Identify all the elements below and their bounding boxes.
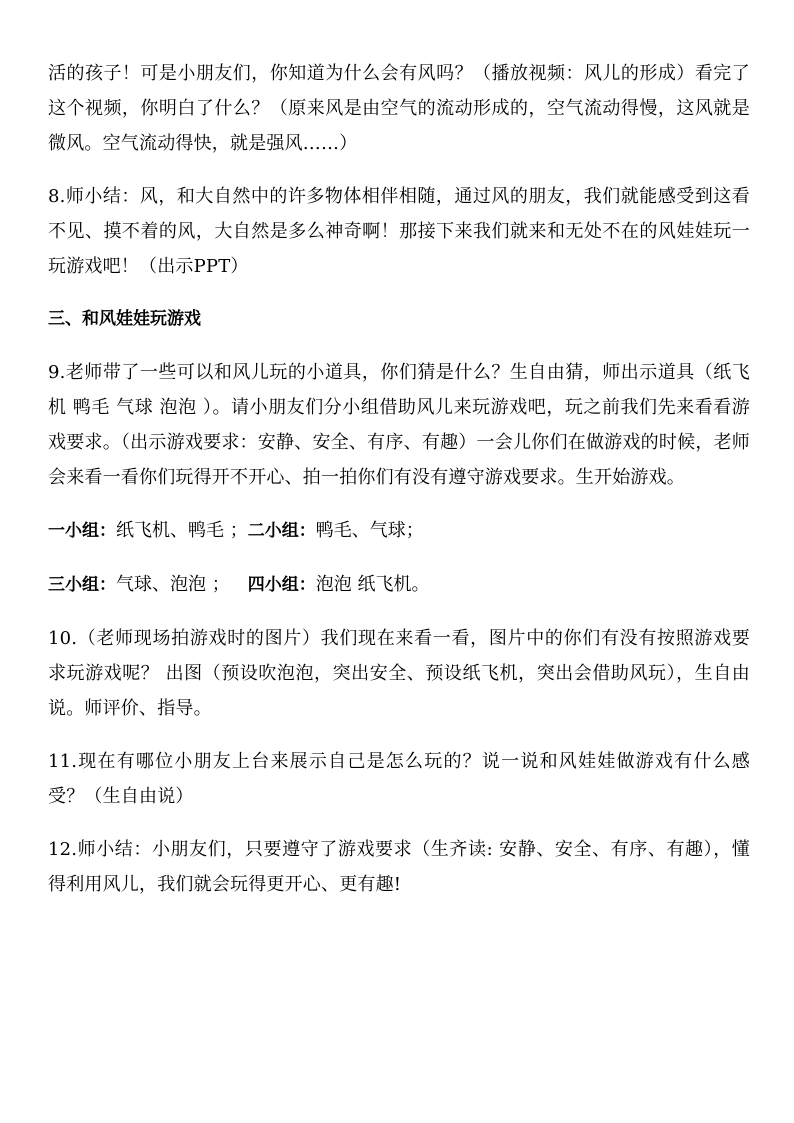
group-line-1 (48, 513, 750, 549)
group-2-label: 二小组： (247, 521, 316, 541)
paragraph-8: 8.师小结：风，和大自然中的许多物体相伴相随，通过风的朋友，我们就能感受到这看不见、摸不着的风，大自然是多么神奇啊！那接下来我们就来和无处不在的风娃娃玩一玩游戏吧！（出示PPT） (48, 186, 750, 277)
group-2-items: 鸭毛、气球； (315, 520, 424, 541)
group-3-items: 气球、泡泡 ； (116, 574, 230, 595)
group-3-label: 三小组： (48, 575, 116, 595)
paragraph-12: 12.师小结：小朋友们，只要遵守了游戏要求（生齐读: 安静、安全、有序、有趣），懂得利用风儿，我们就会玩得更开心、更有趣! (48, 839, 750, 895)
group-1-items: 纸飞机、鸭毛 ； (116, 520, 248, 541)
paragraph-intro: 活的孩子！可是小朋友们，你知道为什么会有风吗？（播放视频：风儿的形成）看完了这个视频，你明白了什么？（原来风是由空气的流动形成的，空气流动得慢，这风就是微风。空气流动得快，就是强风……） (48, 63, 750, 154)
paragraph-11: 11.现在有哪位小朋友上台来展示自己是怎么玩的？说一说和风娃娃做游戏有什么感受？（生自由说） (48, 751, 750, 807)
paragraph-10: 10.（老师现场拍游戏时的图片）我们现在来看一看，图片中的你们有没有按照游戏要求玩游戏呢？ 出图（预设吹泡泡，突出安全、预设纸飞机，突出会借助风玩），生自由说。师评价、指导。 (48, 628, 750, 719)
section-heading-3: 三、和风娃娃玩游戏 (48, 309, 201, 329)
group-4-label: 四小组： (247, 575, 316, 595)
group-line-2 (48, 567, 750, 603)
paragraph-9: 9.老师带了一些可以和风儿玩的小道具，你们猜是什么？生自由猜，师出示道具（纸飞机 鸭毛 气球 泡泡 ）。请小朋友们分小组借助风儿来玩游戏吧，玩之前我们先来看看游戏要求。（出示游戏要求：安静、安全、有序、有趣）一会儿你们在做游戏的时候，老师会来看一看你们玩得开不开心、拍一拍你们有没有遵守游戏要求。生开始游戏。 (48, 362, 750, 488)
group-1-label: 一小组： (48, 521, 116, 541)
group-4-items: 泡泡 纸飞机。 (315, 574, 430, 595)
